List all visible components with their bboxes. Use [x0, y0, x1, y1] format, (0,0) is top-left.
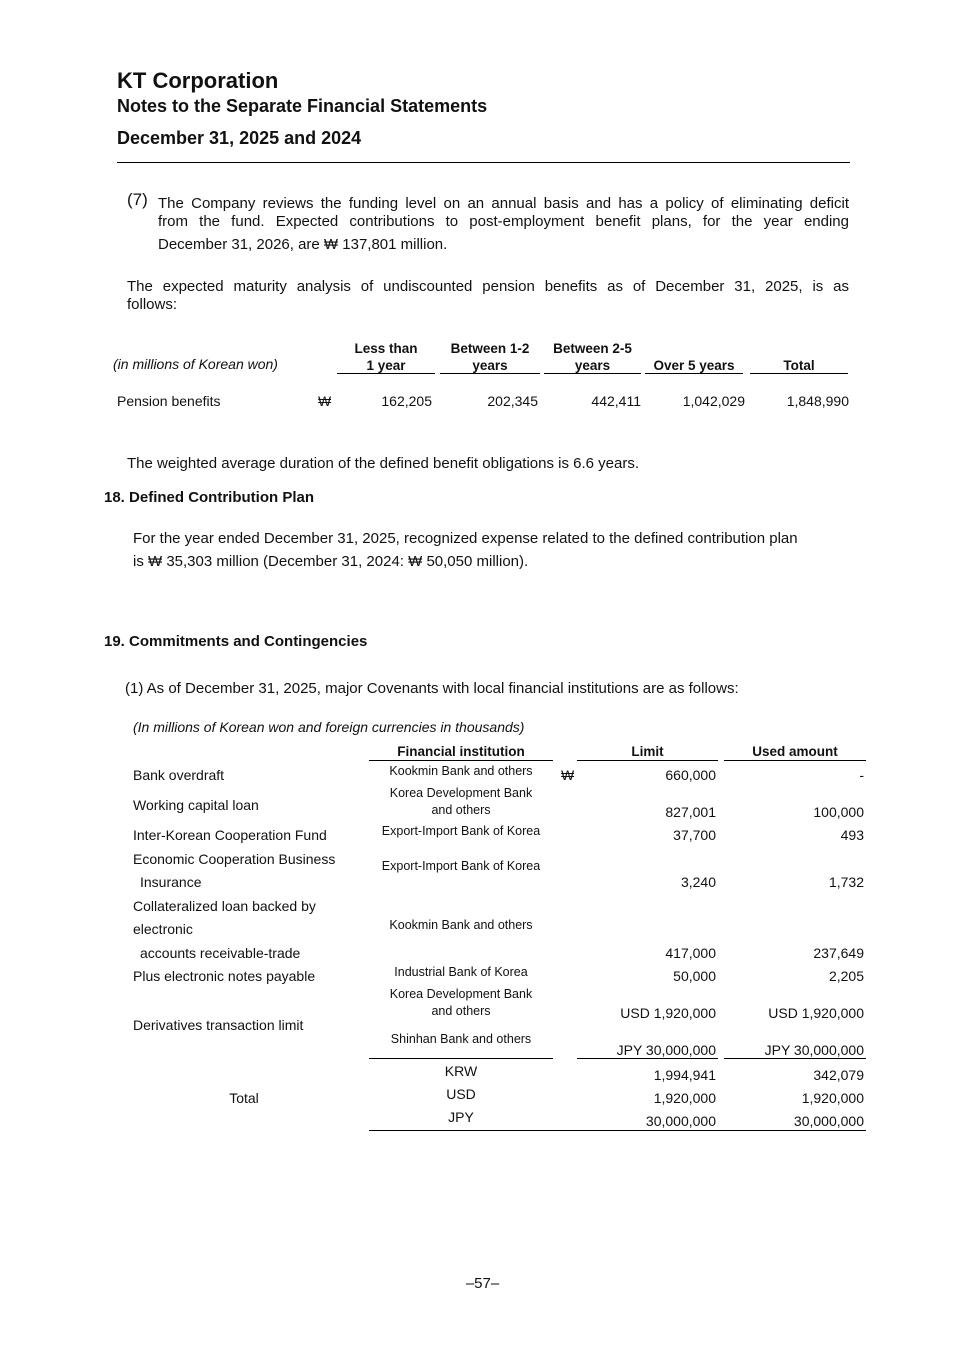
col-header-financial-institution: Financial institution: [397, 744, 525, 759]
row-label-economic-cooperation-line1: Economic Cooperation Business: [133, 851, 336, 867]
row-label-bank-overdraft: Bank overdraft: [133, 767, 225, 783]
total-used-jpy: 30,000,000: [793, 1113, 864, 1129]
note7-line1: The Company reviews the funding level on an annual basis and has a policy of eliminating deficit: [158, 195, 849, 212]
section-19-item1: (1) As of December 31, 2025, major Covenants with local financial institutions are as follows:: [125, 680, 739, 697]
covenant-table-caption: (In millions of Korean won and foreign currencies in thousands): [133, 719, 525, 735]
section-18-line2: is ₩ 35,303 million (December 31, 2024: ₩ 50,050 million).: [133, 553, 529, 570]
used-working-capital-loan: 100,000: [813, 804, 864, 820]
maturity-intro-line2: follows:: [127, 296, 178, 313]
header-divider: [117, 162, 850, 163]
col-header-less-than-1-year: Less than 1 year: [354, 341, 418, 373]
col-underline: [440, 373, 540, 374]
institution-electronic-notes: Industrial Bank of Korea: [394, 965, 528, 979]
row-label-electronic-notes: Plus electronic notes payable: [133, 968, 316, 984]
total-rule-top: [369, 1058, 553, 1059]
total-rule-top: [577, 1058, 718, 1059]
col-underline: [544, 373, 641, 374]
limit-economic-cooperation: 3,240: [680, 874, 716, 890]
total-currency-krw: KRW: [444, 1063, 478, 1079]
row-label-inter-korean-fund: Inter-Korean Cooperation Fund: [133, 827, 327, 843]
note-number: (7): [127, 190, 148, 209]
row-label-collateralized-line3: accounts receivable-trade: [140, 945, 301, 961]
limit-derivatives-jpy: JPY 30,000,000: [616, 1042, 716, 1058]
institution-economic-cooperation: Export-Import Bank of Korea: [381, 859, 541, 873]
used-economic-cooperation: 1,732: [828, 874, 864, 890]
used-electronic-notes: 2,205: [828, 968, 864, 984]
maturity-table-caption: (in millions of Korean won): [113, 356, 278, 372]
col-header-limit: Limit: [631, 744, 664, 759]
col-underline: [369, 760, 553, 761]
row-label-collateralized-line1: Collateralized loan backed by: [133, 898, 316, 914]
col-header-over-5-years: Over 5 years: [653, 358, 735, 373]
col-underline: [337, 373, 435, 374]
total-currency-jpy: JPY: [448, 1109, 474, 1125]
document-date: December 31, 2025 and 2024: [117, 128, 362, 148]
row-label-pension-benefits: Pension benefits: [117, 393, 221, 409]
institution-bank-overdraft: Kookmin Bank and others: [389, 764, 533, 778]
note7-line2: from the fund. Expected contributions to post-employment benefit plans, for the year ending: [158, 213, 849, 230]
page-number: –57–: [465, 1275, 500, 1292]
limit-working-capital-loan: 827,001: [665, 804, 716, 820]
col-header-total: Total: [783, 358, 815, 373]
used-derivatives-usd: USD 1,920,000: [768, 1005, 864, 1021]
institution-derivatives-shinhan: Shinhan Bank and others: [390, 1032, 532, 1046]
col-header-between-1-2-years: Between 1-2 years: [450, 341, 530, 373]
col-underline: [750, 373, 848, 374]
section-18-line1: For the year ended December 31, 2025, recognized expense related to the defined contribution plan: [133, 530, 798, 547]
used-derivatives-jpy: JPY 30,000,000: [764, 1042, 864, 1058]
pension-value-2-5-years: 442,411: [591, 393, 641, 409]
pension-value-less-1-year: 162,205: [381, 393, 432, 409]
row-label-working-capital-loan: Working capital loan: [133, 797, 259, 813]
section-18-heading: 18. Defined Contribution Plan: [104, 489, 315, 506]
won-symbol: ₩: [561, 767, 575, 783]
table-bottom-rule: [369, 1130, 866, 1131]
used-inter-korean-fund: 493: [840, 827, 864, 843]
institution-inter-korean-fund: Export-Import Bank of Korea: [381, 824, 541, 838]
company-name: KT Corporation: [117, 68, 279, 93]
limit-collateralized: 417,000: [665, 945, 716, 961]
limit-bank-overdraft: 660,000: [665, 767, 716, 783]
total-used-usd: 1,920,000: [801, 1090, 864, 1106]
col-underline: [577, 760, 718, 761]
section-19-heading: 19. Commitments and Contingencies: [104, 633, 368, 650]
institution-derivatives-kdb: Korea Development Bank and others: [389, 987, 533, 1018]
pension-value-total: 1,848,990: [786, 393, 849, 409]
row-label-economic-cooperation-line2: Insurance: [140, 874, 202, 890]
col-header-between-2-5-years: Between 2-5 years: [553, 341, 632, 373]
col-underline: [645, 373, 743, 374]
total-currency-usd: USD: [446, 1086, 476, 1102]
maturity-intro-line1: The expected maturity analysis of undiscounted pension benefits as of December 31, 2025, is as: [127, 278, 849, 295]
institution-collateralized: Kookmin Bank and others: [389, 918, 533, 932]
note7-line3: December 31, 2026, are ₩ 137,801 million.: [158, 236, 448, 253]
total-limit-usd: 1,920,000: [653, 1090, 716, 1106]
row-label-derivatives: Derivatives transaction limit: [133, 1017, 304, 1033]
won-symbol: ₩: [318, 393, 332, 409]
institution-working-capital-loan: Korea Development Bank and others: [389, 786, 533, 817]
total-used-krw: 342,079: [813, 1067, 864, 1083]
limit-derivatives-usd: USD 1,920,000: [620, 1005, 716, 1021]
used-bank-overdraft: -: [859, 767, 864, 783]
pension-value-1-2-years: 202,345: [487, 393, 538, 409]
weighted-duration-text: The weighted average duration of the defined benefit obligations is 6.6 years.: [127, 455, 640, 472]
limit-electronic-notes: 50,000: [673, 968, 716, 984]
col-underline: [724, 760, 866, 761]
used-collateralized: 237,649: [813, 945, 864, 961]
total-limit-krw: 1,994,941: [653, 1067, 716, 1083]
col-header-used-amount: Used amount: [752, 744, 838, 759]
total-limit-jpy: 30,000,000: [645, 1113, 716, 1129]
document-subtitle: Notes to the Separate Financial Statements: [117, 96, 488, 116]
pension-value-over-5-years: 1,042,029: [682, 393, 745, 409]
total-rule-top: [724, 1058, 866, 1059]
row-label-collateralized-line2: electronic: [133, 921, 193, 937]
total-label: Total: [229, 1090, 259, 1106]
limit-inter-korean-fund: 37,700: [673, 827, 716, 843]
